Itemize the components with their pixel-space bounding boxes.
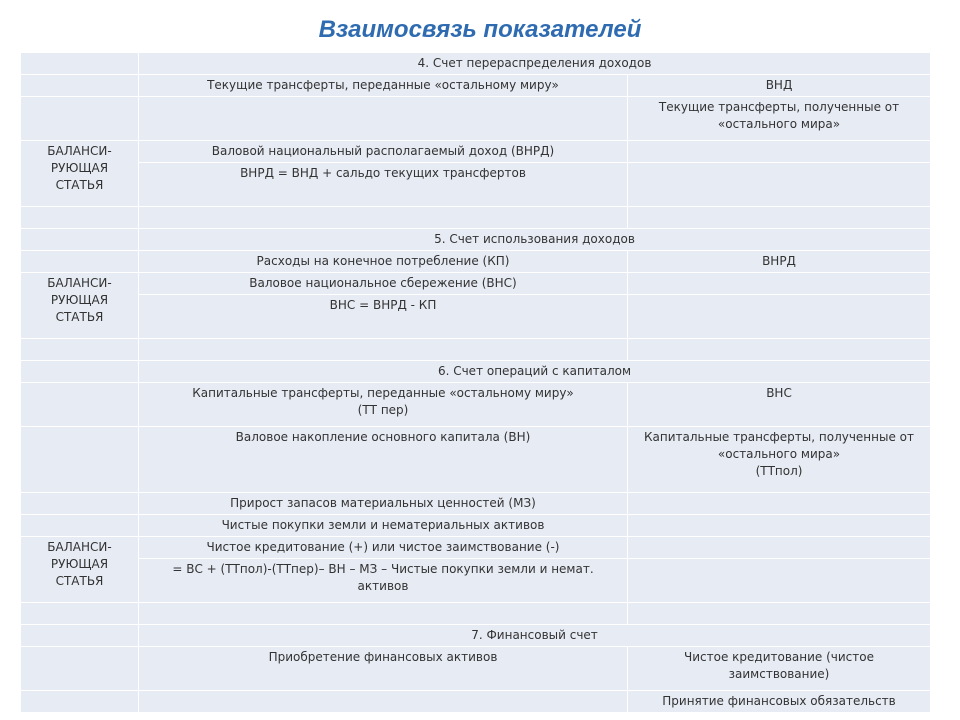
table-row	[21, 691, 931, 713]
debit-cell	[139, 251, 628, 273]
balancing-item-label-line: СТАТЬЯ	[55, 574, 104, 588]
label-cell	[21, 603, 139, 625]
debit-cell-line: Приобретение финансовых активов	[268, 650, 498, 664]
credit-cell	[628, 603, 931, 625]
debit-cell	[139, 207, 628, 229]
label-cell	[21, 75, 139, 97]
page-title: Взаимосвязь показателей	[318, 16, 642, 43]
credit-cell	[628, 75, 931, 97]
debit-cell	[139, 427, 628, 493]
label-cell	[21, 383, 139, 427]
debit-cell	[139, 515, 628, 537]
balancing-item-label	[21, 141, 139, 207]
table-row	[21, 251, 931, 273]
label-cell	[21, 53, 139, 75]
credit-cell-line: «остального мира»	[717, 117, 841, 131]
debit-cell	[139, 273, 628, 295]
credit-cell-line: Капитальные трансферты, полученные от	[644, 430, 915, 444]
label-cell	[21, 251, 139, 273]
credit-cell-line: (ТТпол)	[755, 464, 803, 478]
section-header-line: 6. Счет операций с капиталом	[437, 364, 632, 378]
table-row	[21, 647, 931, 691]
table-row	[21, 537, 931, 559]
credit-cell-line: Принятие финансовых обязательств	[662, 694, 896, 708]
label-cell	[21, 97, 139, 141]
debit-cell	[139, 691, 628, 713]
section-header-line: 4. Счет перераспределения доходов	[417, 56, 652, 70]
section-header	[139, 625, 931, 647]
debit-cell	[139, 559, 628, 603]
debit-cell	[139, 295, 628, 339]
table-row	[21, 207, 931, 229]
table-row	[21, 625, 931, 647]
debit-cell	[139, 383, 628, 427]
section-header	[139, 361, 931, 383]
credit-cell	[628, 141, 931, 163]
debit-cell-line: Текущие трансферты, переданные «остальному миру»	[207, 78, 559, 92]
section-header	[139, 53, 931, 75]
section-header-line: 7. Финансовый счет	[471, 628, 598, 642]
credit-cell	[628, 97, 931, 141]
balancing-item-label-line: РУЮЩАЯ	[50, 557, 109, 571]
credit-cell	[628, 647, 931, 691]
debit-cell-line: Прирост запасов материальных ценностей (МЗ)	[230, 496, 536, 510]
label-cell	[21, 229, 139, 251]
credit-cell	[628, 493, 931, 515]
balancing-item-label-line: БАЛАНСИ-	[47, 144, 112, 158]
table-row	[21, 273, 931, 295]
debit-cell-line: Валовое национальное сбережение (ВНС)	[249, 276, 517, 290]
balancing-item-label	[21, 273, 139, 339]
credit-cell-line: Текущие трансферты, полученные от	[658, 100, 900, 114]
table-row	[21, 75, 931, 97]
debit-cell	[139, 141, 628, 163]
credit-cell	[628, 251, 931, 273]
table-row	[21, 295, 931, 339]
credit-cell	[628, 559, 931, 603]
indicators-table	[20, 52, 931, 713]
balancing-item-label	[21, 537, 139, 603]
table-row	[21, 229, 931, 251]
credit-cell	[628, 163, 931, 207]
section-header-line: 5. Счет использования доходов	[434, 232, 635, 246]
credit-cell-line: заимствование)	[728, 667, 830, 681]
debit-cell	[139, 603, 628, 625]
table-row	[21, 515, 931, 537]
debit-cell-line: ВНС = ВНРД - КП	[329, 298, 437, 312]
credit-cell-line: ВНС	[766, 386, 792, 400]
section-header	[139, 229, 931, 251]
debit-cell-line: Чистое кредитование (+) или чистое заимствование (-)	[206, 540, 560, 554]
debit-cell	[139, 75, 628, 97]
credit-cell	[628, 691, 931, 713]
debit-cell-line: Капитальные трансферты, переданные «остальному миру»	[192, 386, 574, 400]
debit-cell-line: активов	[357, 579, 409, 593]
debit-cell	[139, 163, 628, 207]
credit-cell	[628, 515, 931, 537]
label-cell	[21, 339, 139, 361]
balancing-item-label-line: БАЛАНСИ-	[47, 276, 112, 290]
balancing-item-label-line: СТАТЬЯ	[55, 310, 104, 324]
credit-cell	[628, 339, 931, 361]
table-row	[21, 339, 931, 361]
table-row	[21, 53, 931, 75]
table-row	[21, 141, 931, 163]
credit-cell	[628, 273, 931, 295]
credit-cell	[628, 383, 931, 427]
table-row	[21, 493, 931, 515]
label-cell	[21, 647, 139, 691]
debit-cell	[139, 493, 628, 515]
balancing-item-label-line: БАЛАНСИ-	[47, 540, 112, 554]
credit-cell-line: «остального мира»	[717, 447, 841, 461]
debit-cell	[139, 339, 628, 361]
table-row	[21, 559, 931, 603]
table-row	[21, 603, 931, 625]
debit-cell-line: (ТТ пер)	[357, 403, 409, 417]
debit-cell-line: Валовое накопление основного капитала (ВН)	[235, 430, 531, 444]
debit-cell-line: ВНРД = ВНД + сальдо текущих трансфертов	[240, 166, 526, 180]
debit-cell	[139, 537, 628, 559]
table-row	[21, 427, 931, 493]
debit-cell-line: = ВС + (ТТпол)-(ТТпер)– ВН – МЗ – Чистые покупки земли и немат.	[172, 562, 594, 576]
label-cell	[21, 691, 139, 713]
credit-cell	[628, 207, 931, 229]
balancing-item-label-line: СТАТЬЯ	[55, 178, 104, 192]
balancing-item-label-line: РУЮЩАЯ	[50, 293, 109, 307]
label-cell	[21, 361, 139, 383]
debit-cell-line: Чистые покупки земли и нематериальных активов	[221, 518, 545, 532]
credit-cell-line: ВНРД	[762, 254, 796, 268]
table-row	[21, 97, 931, 141]
debit-cell	[139, 97, 628, 141]
table-row	[21, 163, 931, 207]
table-row	[21, 361, 931, 383]
table-row	[21, 383, 931, 427]
label-cell	[21, 625, 139, 647]
credit-cell-line: ВНД	[765, 78, 793, 92]
debit-cell-line: Расходы на конечное потребление (КП)	[256, 254, 510, 268]
credit-cell	[628, 295, 931, 339]
label-cell	[21, 493, 139, 515]
balancing-item-label-line: РУЮЩАЯ	[50, 161, 109, 175]
debit-cell	[139, 647, 628, 691]
label-cell	[21, 427, 139, 493]
credit-cell	[628, 537, 931, 559]
label-cell	[21, 207, 139, 229]
credit-cell	[628, 427, 931, 493]
credit-cell-line: Чистое кредитование (чистое	[684, 650, 874, 664]
debit-cell-line: Валовой национальный располагаемый доход (ВНРД)	[211, 144, 555, 158]
label-cell	[21, 515, 139, 537]
